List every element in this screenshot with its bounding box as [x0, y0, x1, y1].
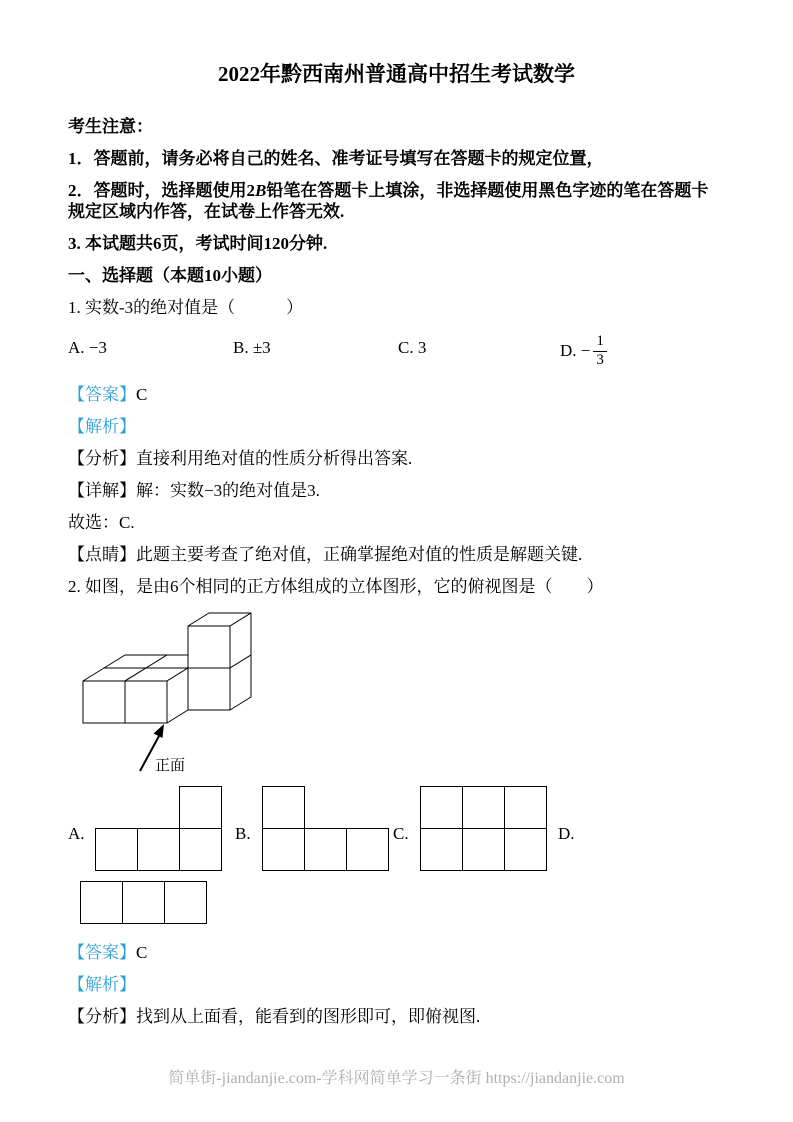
q1-option-a-label: A.: [68, 338, 85, 357]
q2-option-c-shape: [420, 786, 547, 871]
q2-answer-line: [68, 942, 725, 963]
q1-option-d-minus: −: [580, 341, 591, 360]
grid-cell: [179, 786, 222, 829]
notice-heading: 考生注意：: [68, 117, 153, 136]
q1-note-text: 【点睛】此题主要考查了绝对值，正确掌握绝对值的性质是解题关键.: [68, 545, 583, 564]
grid-cell: [80, 881, 123, 924]
grid-cell: [420, 786, 463, 829]
grid-cell: [420, 828, 463, 871]
grid-cell: [262, 828, 305, 871]
grid-cell: [462, 786, 505, 829]
grid-cell: [504, 786, 547, 829]
q2-cube-figure: [78, 608, 725, 778]
q2-option-c-label: C.: [393, 824, 409, 843]
q1-option-b-label: B.: [233, 338, 249, 357]
q1-analysis-heading: [68, 416, 725, 437]
grid-cell: [304, 828, 347, 871]
grid-cell: [262, 786, 305, 829]
q2-text: 2. 如图，是由6个相同的正方体组成的立体图形，它的俯视图是（ ）: [68, 577, 604, 596]
q2-option-a-label: A.: [68, 824, 85, 843]
q1-option-a-value: −3: [88, 338, 107, 357]
notice-item-3: 3. 本试题共6页，考试时间120分钟.: [68, 234, 328, 253]
grid-cell: [179, 828, 222, 871]
q2-option-b-shape: [262, 786, 389, 871]
notice-item-2-variable: B: [255, 181, 267, 200]
fraction-numerator: 1: [593, 333, 607, 351]
q1-option-d-fraction: [593, 333, 607, 369]
notice-item-2-post: 铅笔在答题卡上填涂，非选择题使用黑色字迹的笔在答题卡规定区域内作答，在试卷上作答无效.: [68, 181, 709, 221]
q2-option-a-shape: [95, 786, 222, 871]
q1-option-b: [233, 338, 271, 358]
fraction-denominator: 3: [596, 351, 604, 368]
grid-cell: [137, 828, 180, 871]
q1-analysis-label: 【解析】: [68, 417, 136, 436]
grid-cell: [346, 828, 389, 871]
grid-cell: [122, 881, 165, 924]
q2-option-d-shape: [80, 881, 207, 924]
figure-front-label: 正面: [155, 758, 186, 774]
q1-option-c-value: 3: [417, 338, 427, 357]
q1-analysis-text: 【分析】直接利用绝对值的性质分析得出答案.: [68, 449, 413, 468]
q2-analysis-text: 【分析】找到从上面看，能看到的图形即可，即俯视图.: [68, 1007, 481, 1026]
notice-item-2: [68, 180, 725, 222]
q1-answer-line: [68, 384, 725, 405]
q2-option-b-label: B.: [235, 824, 251, 843]
grid-cell: [504, 828, 547, 871]
cube-face: [83, 681, 125, 723]
q2-option-d-label: D.: [558, 824, 575, 843]
grid-cell: [462, 828, 505, 871]
q1-text: 1. 实数-3的绝对值是（ ）: [68, 298, 304, 317]
notice-item-2-pre: 2．答题时，选择题使用2: [68, 181, 255, 200]
grid-cell: [164, 881, 207, 924]
q2-analysis-heading: [68, 974, 725, 995]
q1-option-c: [398, 338, 426, 358]
q2-options-row: [68, 786, 725, 871]
page-title: 2022年黔西南州普通高中招生考试数学: [218, 62, 575, 86]
q1-option-d: [560, 329, 607, 373]
q2-answer-label: 【答案】: [68, 943, 136, 962]
q2-answer-value: C: [136, 943, 148, 962]
q1-option-d-label: D.: [560, 341, 577, 360]
isometric-cubes-drawing: [78, 608, 263, 778]
q1-detail-text: 【详解】解：实数−3的绝对值是3.: [68, 481, 320, 500]
cube-face: [125, 681, 167, 723]
q1-option-a: [68, 338, 107, 358]
exam-content: [0, 116, 793, 1027]
q1-options: [68, 329, 725, 373]
cube-face: [188, 626, 230, 668]
q1-option-b-value: ±3: [252, 338, 271, 357]
q1-answer-value: C: [136, 385, 148, 404]
q1-option-c-label: C.: [398, 338, 414, 357]
section-heading: 一、选择题（本题10小题）: [68, 266, 272, 285]
q1-answer-label: 【答案】: [68, 385, 136, 404]
cube-face: [188, 668, 230, 710]
q1-conclusion-text: 故选：C.: [68, 513, 135, 532]
q2-option-d-shape-row: [80, 881, 725, 924]
notice-item-1: 1．答题前，请务必将自己的姓名、准考证号填写在答题卡的规定位置，: [68, 149, 604, 168]
q2-analysis-label: 【解析】: [68, 975, 136, 994]
grid-cell: [95, 828, 138, 871]
footer-watermark: 简单街-jiandanjie.com-学科网简单学习一条街 https://jiandanjie.com: [168, 1070, 625, 1087]
